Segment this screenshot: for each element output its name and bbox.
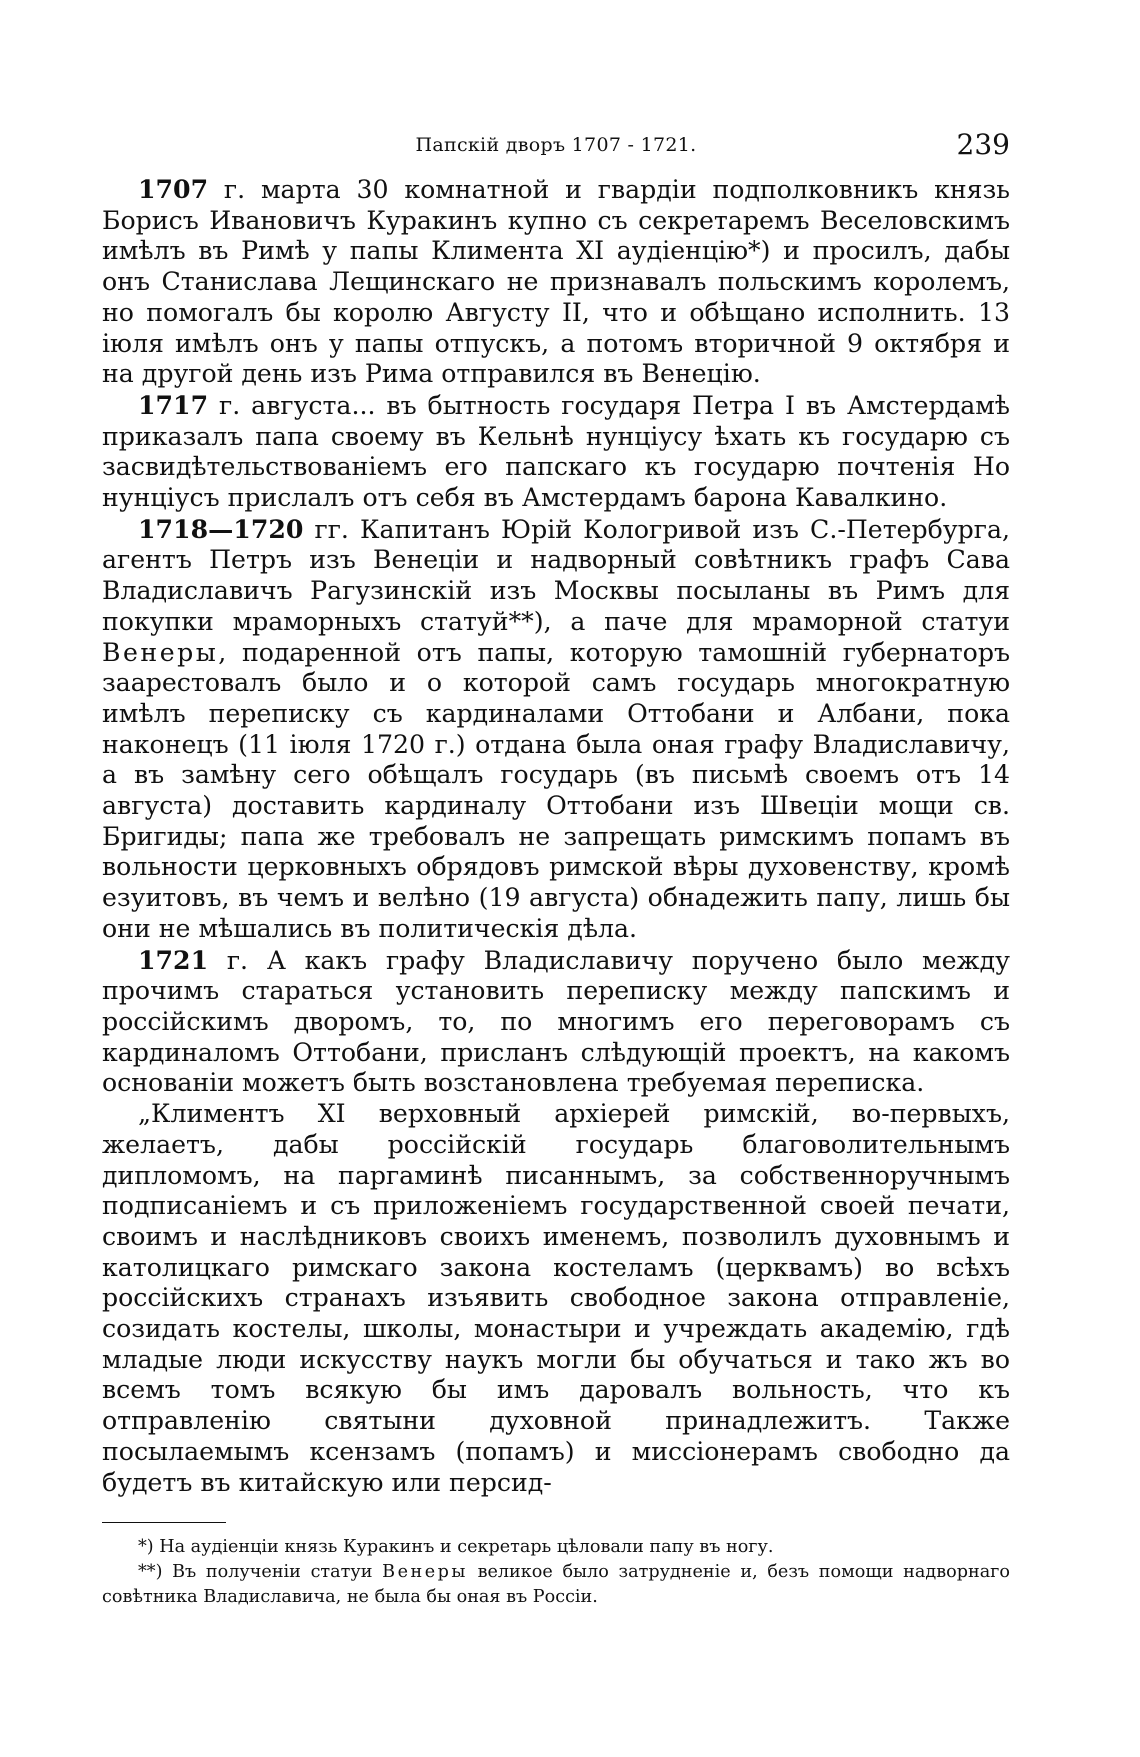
footnote-1	[102, 1535, 1010, 1560]
paragraph-text: г. А какъ графу Владиславичу поручено было между прочимъ стараться установить переписку между папскимъ и россійскимъ дворомъ, то, по многимъ его переговорамъ съ кардиналомъ Оттобани, присланъ слѣдующій проектъ, на какомъ основаніи можетъ быть возстановлена требуемая переписка.	[102, 945, 1010, 1098]
document-page	[102, 128, 1010, 1610]
footnote-text: *) На аудіенціи князь Куракинъ и секретарь цѣловали папу въ ногу.	[138, 1537, 774, 1558]
footnote-2	[102, 1560, 1010, 1610]
running-title: Папскій дворъ 1707 - 1721.	[415, 134, 697, 156]
page-number: 239	[956, 128, 1010, 161]
year-heading: 1718—1720	[138, 513, 304, 544]
footnote-text-continued: великое было затрудненіе и, безъ помощи надворнаго совѣтника Владиславича, не была бы оная въ Россіи.	[102, 1562, 1010, 1608]
paragraph-text: „Климентъ XI верховный архіерей римскій, во-первыхъ, желаетъ, дабы россійскій государь благоволительнымъ дипломомъ, на паргаминѣ писаннымъ, за собственноручнымъ подписаніемъ и съ приложеніемъ государственной своей печати, своимъ и наслѣдниковъ своихъ именемъ, позволилъ духовнымъ и католицкаго римскаго закона костеламъ (церквамъ) во всѣхъ россійскихъ странахъ изъявить свободное закона отправленіе, созидать костелы, школы, монастыри и учреждать академію, гдѣ младые люди искусству наукъ могли бы обучаться и тако жъ во всемъ томъ всякую бы имъ даровалъ вольность, что къ отправленію святыни духовной принадлежитъ. Также посылаемымъ ксензамъ (попамъ) и миссіонерамъ свободно да будетъ въ китайскую или персид-	[102, 1099, 1010, 1497]
paragraph-text-continued: , подаренной отъ папы, которую тамошній губернаторъ заарестовалъ было и о которой самъ государь многократную имѣлъ переписку съ кардиналами Оттобани и Албани, пока наконецъ (11 іюля 1720 г.) отдана была оная графу Владиславичу, а въ замѣну сего обѣщалъ государь (въ письмѣ своемъ отъ 14 августа) доставить кардиналу Оттобани изъ Швеціи мощи св. Бригиды; папа же требовалъ не запрещать римскимъ попамъ въ вольности церковныхъ обрядовъ римской вѣры духовенству, кромѣ езуитовъ, въ чемъ и велѣно (19 августа) обнадежить папу, лишь бы они не мѣшались въ политическія дѣла.	[102, 637, 1010, 943]
paragraph-1707	[102, 174, 1010, 390]
paragraph-text: г. августа... въ бытность государя Петра I въ Амстердамѣ приказалъ папа своему въ Кельнѣ нунціусу ѣхать къ государю съ засвидѣтельствованіемъ его папскаго къ государю почтенія Но нунціусъ прислалъ отъ себя въ Амстердамъ барона Кавалкино.	[102, 390, 1010, 513]
paragraph-quote	[102, 1099, 1010, 1498]
footnotes	[102, 1535, 1010, 1610]
paragraph-1717	[102, 390, 1010, 514]
paragraph-1721	[102, 945, 1010, 1100]
year-heading: 1721	[138, 944, 209, 975]
year-heading: 1707	[138, 174, 209, 204]
page-header	[102, 128, 1010, 174]
paragraph-text: г. марта 30 комнатной и гвардіи подполковникъ князь Борисъ Ивановичъ Куракинъ купно съ секретаремъ Веселовскимъ имѣлъ въ Римѣ у папы Климента XI аудіенцію*) и просилъ, дабы онъ Станислава Лещинскаго не признавалъ польскимъ королемъ, но помогалъ бы королю Августу II, что и обѣщано исполнить. 13 іюля имѣлъ онъ у папы отпускъ, а потомъ вторичной 9 октября и на другой день изъ Рима отправился въ Венецію.	[102, 175, 1010, 389]
footnote-text: **) Въ полученіи статуи	[138, 1562, 383, 1583]
spaced-word: Венеры	[382, 1562, 468, 1583]
footnote-divider	[102, 1522, 226, 1523]
spaced-word: Венеры	[102, 637, 219, 667]
body-text	[102, 174, 1010, 1498]
paragraph-text: гг. Капитанъ Юрій Кологривой изъ С.-Петербурга, агентъ Петръ изъ Венеціи и надворный совѣтникъ графъ Сава Владиславичъ Рагузинскій изъ Москвы посыланы въ Римъ для покупки мраморныхъ статуй**), а паче для мраморной статуи	[102, 514, 1010, 636]
year-heading: 1717	[138, 389, 209, 420]
paragraph-1718-1720	[102, 514, 1010, 945]
